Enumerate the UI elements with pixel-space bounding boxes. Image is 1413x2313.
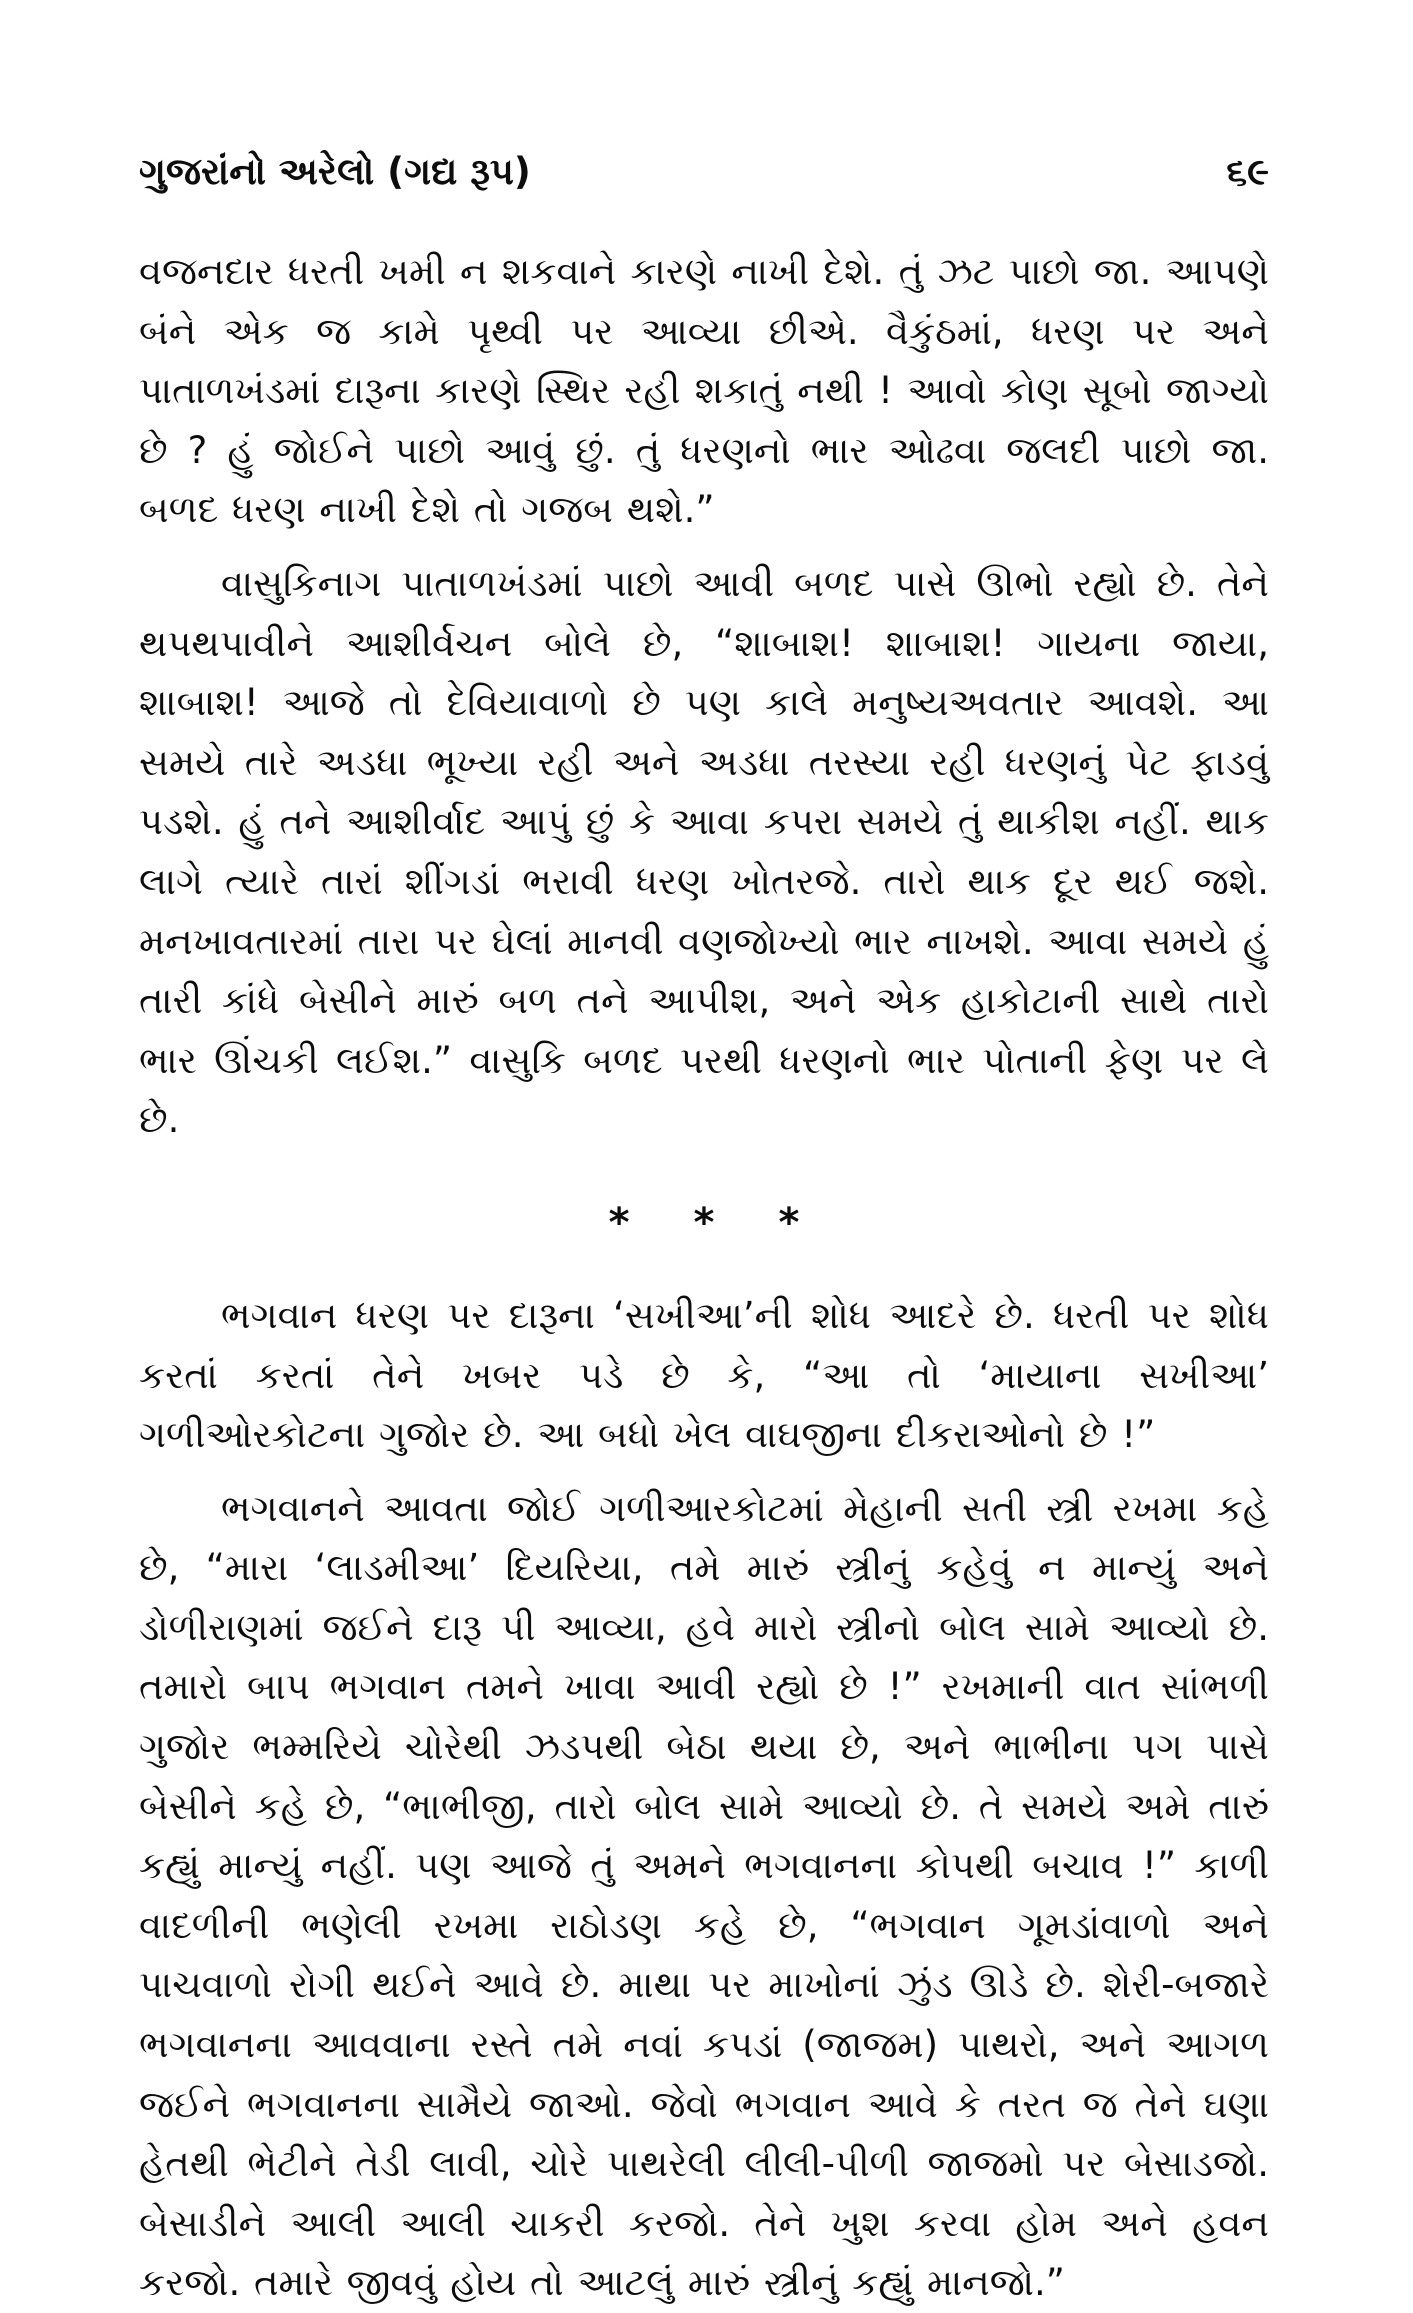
book-page — [139, 150, 1269, 2313]
paragraph-continuation: વજનદાર ધરતી ખમી ન શકવાને કારણે નાખી દેશે. તું ઝટ પાછો જા. આપણે બંને એક જ કામે પૃથ્વી પર આવ્યા છીએ. વૈકુંઠમાં, ધરણ પર અને પાતાળખંડમાં દારૂના કારણે સ્થિર રહી શકાતું નથી ! આવો કોણ સૂબો જાગ્યો છે ? હું જોઈને પાછો આવું છું. તું ધરણનો ભાર ઓઢવા જલદી પાછો જા. બળદ ધરણ નાખી દેશે તો ગજબ થશે.” — [139, 250, 1269, 532]
paragraph-bhagwan-search: ભગવાન ધરણ પર દારૂના ‘સખીઆ’ની શોધ આદરે છે. ધરતી પર શોધ કરતાં કરતાં તેને ખબર પડે છે કે, “આ તો ‘માયાના સખીઆ’ ગળીઓરકોટના ગુજોર છે. આ બધો ખેલ વાઘજીના દીકરાઓનો છે !” — [139, 1293, 1269, 1457]
separator-asterisk: * — [693, 1199, 715, 1246]
separator-asterisk: * — [608, 1199, 630, 1246]
section-separator — [139, 1188, 1269, 1258]
running-title: ગુજરાંનો અરેલો (ગદ્ય રૂપ) — [139, 150, 531, 193]
paragraph-rakhma-speech: ભગવાનને આવતા જોઈ ગળીઆરકોટમાં મેહાની સતી સ્ત્રી રખમા કહે છે, “મારા ‘લાડમીઆ’ દિયરિયા, તમે મારું સ્ત્રીનું કહેવું ન માન્યું અને ડોળીરાણમાં જઈને દારૂ પી આવ્યા, હવે મારો સ્ત્રીનો બોલ સામે આવ્યો છે. તમારો બાપ ભગવાન તમને ખાવા આવી રહ્યો છે !” રખમાની વાત સાંભળી ગુજોર ભમ્મરિયે ચોરેથી ઝડપથી બેઠા થયા છે, અને ભાભીના પગ પાસે બેસીને કહે છે, “ભાભીજી, તારો બોલ સામે આવ્યો છે. તે સમયે અમે તારું કહ્યું માન્યું નહીં. પણ આજે તું અમને ભગવાનના કોપથી બચાવ !” કાળી વાદળીની ભણેલી રખમા રાઠોડણ કહે છે, “ભગવાન ગૂમડાંવાળો અને પાચવાળો રોગી થઈને આવે છે. માથા પર માખોનાં ઝુંડ ઊડે છે. શેરી-બજારે ભગવાનના આવવાના રસ્તે તમે નવાં કપડાં (જાજમ) પાથરો, અને આગળ જઈને ભગવાનના સામૈયે જાઓ. જેવો ભગવાન આવે કે તરત જ તેને ઘણા હેતથી ભેટીને તેડી લાવી, ચોરે પાથરેલી લીલી-પીળી જાજમો પર બેસાડજો. બેસાડીને આલી આલી ચાકરી કરજો. તેને ખુશ કરવા હોમ અને હવન કરજો. તમારે જીવવું હોય તો આટલું મારું સ્ત્રીનું કહ્યું માનજો.” — [139, 1486, 1269, 2305]
running-head — [139, 150, 1269, 208]
paragraph-vasuki-blessing: વાસુકિનાગ પાતાળખંડમાં પાછો આવી બળદ પાસે ઊભો રહ્યો છે. તેને થપથપાવીને આશીર્વચન બોલે છે, “શાબાશ! શાબાશ! ગાયના જાયા, શાબાશ! આજે તો દેવિયાવાળો છે પણ કાલે મનુષ્યઅવતાર આવશે. આ સમયે તારે અડધા ભૂખ્યા રહી અને અડધા તરસ્યા રહી ધરણનું પેટ ફાડવું પડશે. હું તને આશીર્વાદ આપું છું કે આવા કપરા સમયે તું થાકીશ નહીં. થાક લાગે ત્યારે તારાં શીંગડાં ભરાવી ધરણ ખોતરજે. તારો થાક દૂર થઈ જશે. મનખાવતારમાં તારા પર ઘેલાં માનવી વણજોખ્યો ભાર નાખશે. આવા સમયે હું તારી કાંધે બેસીને મારું બળ તને આપીશ, અને એક હાકોટાની સાથે તારો ભાર ઊંચકી લઈશ.” વાસુકિ બળદ પરથી ધરણનો ભાર પોતાની ફેણ પર લે છે. — [139, 561, 1269, 1142]
page-number: ૬૯ — [1226, 150, 1269, 193]
separator-asterisk: * — [778, 1199, 800, 1246]
